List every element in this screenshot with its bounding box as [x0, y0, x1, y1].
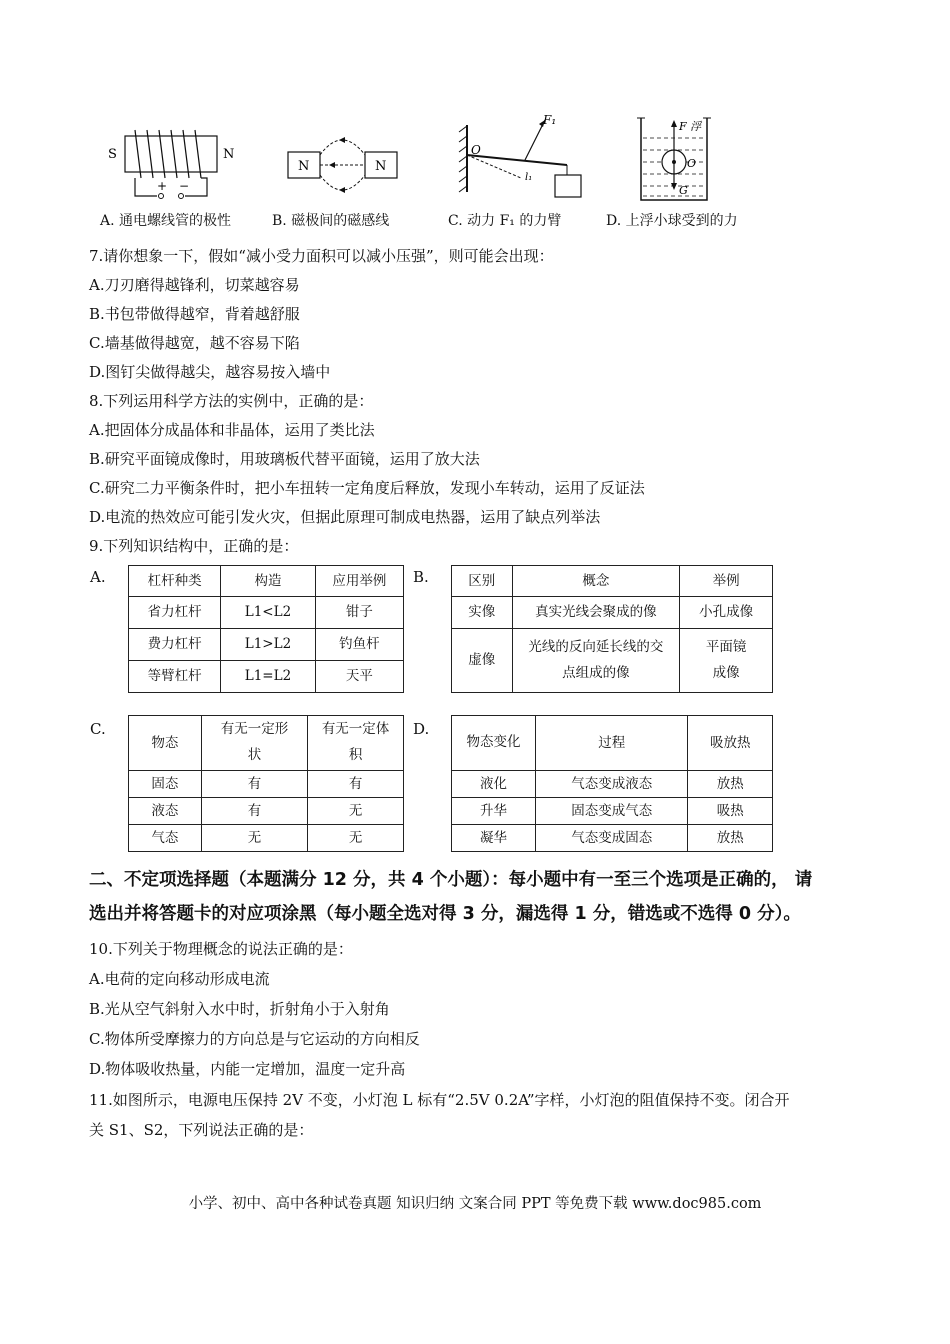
ball-o-label: O: [687, 157, 697, 170]
table-a-lever: [128, 565, 404, 693]
table-d-header: 吸放热: [688, 716, 773, 771]
caption-b: B. 磁极间的磁感线: [272, 213, 390, 229]
q11-stem-line1: 11.如图所示，电源电压保持 2V 不变，小灯泡 L 标有“2.5V 0.2A”字样，小灯泡的阻值保持不变。闭合开: [89, 1091, 790, 1109]
q8-option-a[interactable]: A.把固体分成晶体和非晶体，运用了类比法: [89, 421, 375, 439]
table-c-cell: 有: [201, 771, 307, 798]
table-d-phase: [451, 715, 773, 852]
page-footer: 小学、初中、高中各种试卷真题 知识归纳 文案合同 PPT 等免费下载 www.doc985.com: [188, 1196, 762, 1212]
q7-option-a[interactable]: A.刀刃磨得越锋利，切菜越容易: [89, 276, 300, 294]
section-2-heading-line1: 二、不定项选择题（本题满分 12 分，共 4 个小题）：每小题中有一至三个选项是正确的， 请: [89, 870, 813, 890]
table-a-cell: 钳子: [315, 597, 403, 629]
table-a-cell: L1>L2: [221, 629, 316, 661]
table-d-cell: 气态变成液态: [536, 771, 688, 798]
table-d-cell: 放热: [688, 771, 773, 798]
table-b-cell: 实像: [452, 597, 513, 629]
arm-l1-label: l₁: [525, 172, 533, 183]
table-b-cell: 虚像: [452, 629, 513, 693]
table-d-cell: 气态变成固态: [536, 825, 688, 852]
table-b-header: 概念: [512, 566, 680, 597]
table-d-cell: 放热: [688, 825, 773, 852]
table-d-header: 物态变化: [452, 716, 536, 771]
table-d-header: 过程: [536, 716, 688, 771]
q7-option-d[interactable]: D.图钉尖做得越尖，越容易按入墙中: [89, 363, 331, 381]
table-c-header: 有无一定体积: [308, 716, 404, 771]
table-d-label: D.: [413, 720, 430, 738]
table-a-cell: L1=L2: [221, 661, 316, 693]
solenoid-diagram: [105, 120, 255, 210]
table-b-cell: 平面镜成像: [680, 629, 773, 693]
table-c-header: 有无一定形状: [201, 716, 307, 771]
q10-option-a[interactable]: A.电荷的定向移动形成电流: [89, 970, 270, 988]
plus-label: +: [157, 179, 168, 193]
figure-c-lever: [455, 110, 595, 210]
table-c-header: 物态: [129, 716, 202, 771]
buoyancy-label: F 浮: [679, 120, 702, 133]
table-c-label: C.: [90, 720, 106, 738]
minus-label: −: [179, 179, 190, 193]
caption-d: D. 上浮小球受到的力: [606, 213, 738, 229]
q7-option-c[interactable]: C.墙基做得越宽，越不容易下陷: [89, 334, 300, 352]
table-c-state: [128, 715, 404, 852]
caption-c: C. 动力 F₁ 的力臂: [448, 213, 562, 229]
table-b-cell: 光线的反向延长线的交点组成的像: [512, 629, 680, 693]
table-a-cell: 天平: [315, 661, 403, 693]
pole-n-label: N: [223, 147, 235, 162]
table-c-cell: 液态: [129, 798, 202, 825]
figure-b-magnets: [285, 125, 405, 205]
table-b-header: 举例: [680, 566, 773, 597]
table-a-header: 杠杆种类: [129, 566, 221, 597]
table-a-cell: 省力杠杆: [129, 597, 221, 629]
pivot-o-label: O: [471, 143, 481, 157]
magnet-right-pole: N: [375, 159, 387, 174]
table-a-header: 构造: [221, 566, 316, 597]
table-d-cell: 固态变成气态: [536, 798, 688, 825]
table-d-cell: 升华: [452, 798, 536, 825]
table-d-cell: 液化: [452, 771, 536, 798]
q9-stem: 9.下列知识结构中，正确的是：: [89, 537, 299, 555]
table-c-cell: 有: [308, 771, 404, 798]
gravity-label: G: [679, 184, 688, 197]
figure-d-beaker: [635, 112, 720, 207]
caption-a: A. 通电螺线管的极性: [100, 213, 232, 229]
magnet-left-pole: N: [298, 159, 310, 174]
table-c-cell: 无: [201, 825, 307, 852]
q10-option-b[interactable]: B.光从空气斜射入水中时，折射角小于入射角: [89, 1000, 390, 1018]
q10-option-d[interactable]: D.物体吸收热量，内能一定增加，温度一定升高: [89, 1060, 406, 1078]
table-c-cell: 气态: [129, 825, 202, 852]
table-d-cell: 凝华: [452, 825, 536, 852]
q8-option-c[interactable]: C.研究二力平衡条件时，把小车扭转一定角度后释放，发现小车转动，运用了反证法: [89, 479, 645, 497]
section-2-heading-line2: 选出并将答题卡的对应项涂黑（每小题全选对得 3 分，漏选得 1 分，错选或不选得 0 分）。: [89, 904, 801, 924]
pole-s-label: S: [108, 147, 117, 162]
table-a-label: A.: [90, 568, 106, 586]
table-b-label: B.: [413, 568, 429, 586]
table-c-cell: 固态: [129, 771, 202, 798]
table-b-cell: 小孔成像: [680, 597, 773, 629]
table-b-header: 区别: [452, 566, 513, 597]
lever-arm-diagram: [455, 110, 595, 210]
floating-ball-diagram: [635, 112, 720, 207]
table-b-cell: 真实光线会聚成的像: [512, 597, 680, 629]
q7-stem: 7.请你想象一下，假如“减小受力面积可以减小压强”，则可能会出现：: [89, 247, 554, 265]
table-a-cell: 费力杠杆: [129, 629, 221, 661]
q8-stem: 8.下列运用科学方法的实例中，正确的是：: [89, 392, 374, 410]
q10-option-c[interactable]: C.物体所受摩擦力的方向总是与它运动的方向相反: [89, 1030, 420, 1048]
magnet-field-diagram: [285, 125, 405, 205]
figure-a-solenoid: [105, 120, 255, 210]
q7-option-b[interactable]: B.书包带做得越窄，背着越舒服: [89, 305, 300, 323]
force-f1-label: F₁: [543, 113, 557, 127]
table-c-cell: 有: [201, 798, 307, 825]
table-a-cell: 等臂杠杆: [129, 661, 221, 693]
table-a-cell: L1<L2: [221, 597, 316, 629]
q11-stem-line2: 关 S1、S2，下列说法正确的是：: [89, 1121, 314, 1139]
table-a-cell: 钓鱼杆: [315, 629, 403, 661]
q8-option-d[interactable]: D.电流的热效应可能引发火灾，但据此原理可制成电热器，运用了缺点列举法: [89, 508, 601, 526]
table-c-cell: 无: [308, 825, 404, 852]
table-a-header: 应用举例: [315, 566, 403, 597]
table-d-cell: 吸热: [688, 798, 773, 825]
table-c-cell: 无: [308, 798, 404, 825]
table-b-image: [451, 565, 773, 693]
q8-option-b[interactable]: B.研究平面镜成像时，用玻璃板代替平面镜，运用了放大法: [89, 450, 480, 468]
q10-stem: 10.下列关于物理概念的说法正确的是：: [89, 940, 353, 958]
